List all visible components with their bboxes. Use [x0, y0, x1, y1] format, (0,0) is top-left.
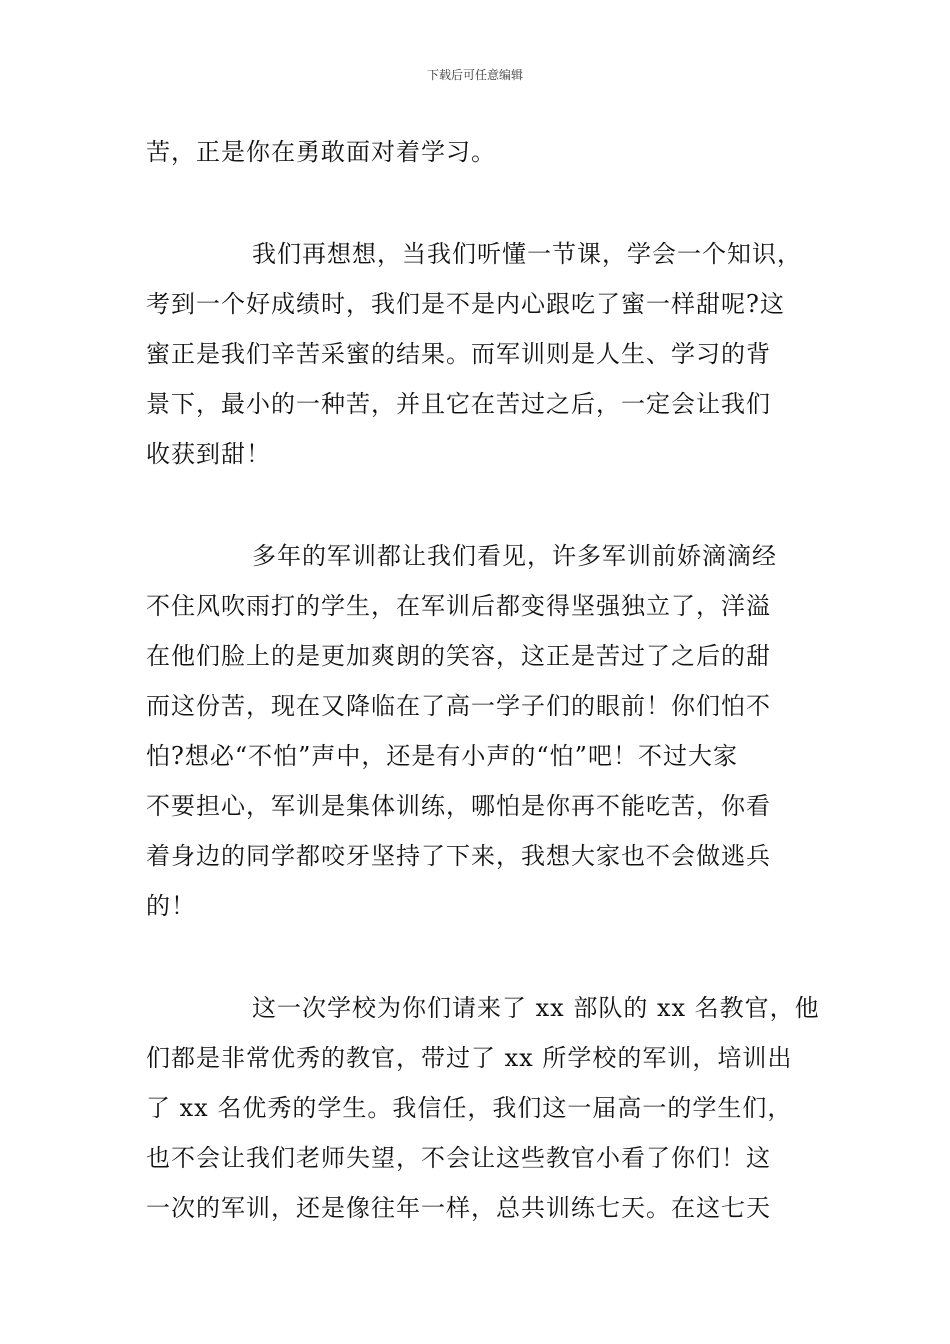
page-header: 下载后可任意编辑 [426, 68, 523, 82]
text-line: 的！ [146, 892, 196, 920]
document-body [146, 127, 826, 1233]
text-line: 苦，正是你在勇敢面对着学习。 [146, 138, 496, 166]
text-line: 一次的军训，还是像往年一样，总共训练七天。在这七天 [146, 1194, 771, 1222]
text-line: 不要担心，军训是集体训练，哪怕是你再不能吃苦，你看 [146, 792, 771, 820]
text-line: 蜜正是我们辛苦采蜜的结果。而军训则是人生、学习的背 [146, 340, 771, 368]
text-line: 在他们脸上的是更加爽朗的笑容，这正是苦过了之后的甜 [146, 642, 771, 670]
paragraph-1 [146, 127, 826, 177]
text-line: 怕?想必“不怕”声中，还是有小声的“怕”吧！不过大家 [146, 742, 738, 770]
text-line: 收获到甜！ [146, 440, 271, 468]
text-line: 景下，最小的一种苦，并且它在苦过之后，一定会让我们 [146, 390, 771, 418]
text-line: 了 xx 名优秀的学生。我信任，我们这一届高一的学生们， [146, 1094, 793, 1122]
text-line: 这一次学校为你们请来了 xx 部队的 xx 名教官，他 [252, 994, 820, 1022]
text-line: 我们再想想，当我们听懂一节课，学会一个知识， [252, 240, 802, 268]
text-line: 而这份苦，现在又降临在了高一学子们的眼前！你们怕不 [146, 692, 771, 720]
paragraph-2 [146, 229, 826, 479]
paragraph-3 [146, 531, 826, 931]
paragraph-4 [146, 983, 826, 1233]
text-line: 考到一个好成绩时，我们是不是内心跟吃了蜜一样甜呢?这 [146, 290, 785, 318]
text-line: 多年的军训都让我们看见，许多军训前娇滴滴经 [252, 542, 777, 570]
text-line: 也不会让我们老师失望，不会让这些教官小看了你们！这 [146, 1144, 771, 1172]
text-line: 着身边的同学都咬牙坚持了下来，我想大家也不会做逃兵 [146, 842, 771, 870]
text-line: 们都是非常优秀的教官，带过了 xx 所学校的军训，培训出 [146, 1044, 793, 1072]
text-line: 不住风吹雨打的学生，在军训后都变得坚强独立了，洋溢 [146, 592, 771, 620]
